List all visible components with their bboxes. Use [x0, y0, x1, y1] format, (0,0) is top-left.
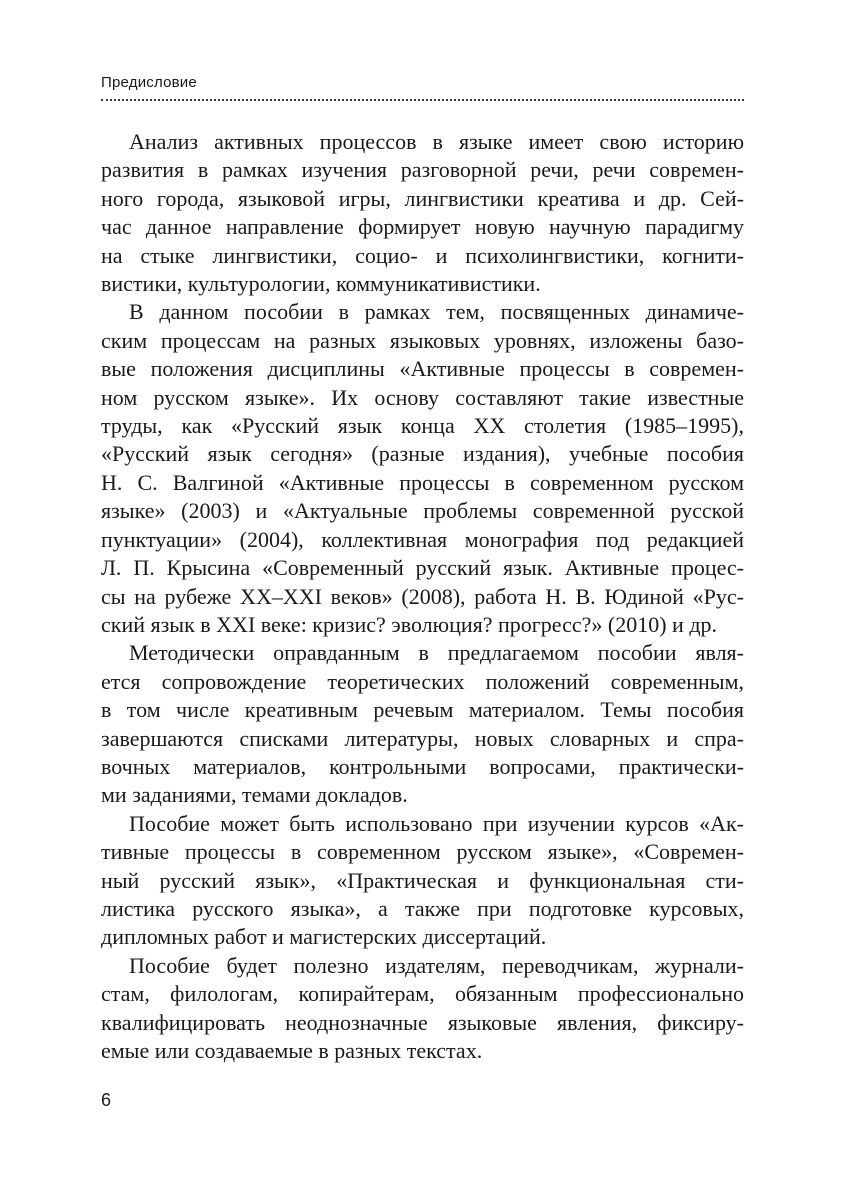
text-line: Пособие будет полезно издателям, переводчикам, журнали-	[129, 952, 744, 978]
text-line: стам, филологам, копирайтерам, обязанным профессионально	[101, 981, 744, 1007]
text-line: развития в рамках изучения разговорной речи, речи современ-	[101, 157, 744, 183]
text-line: листика русского языка», а также при подготовке курсовых,	[101, 895, 744, 921]
text-line: Н. С. Валгиной «Активные процессы в современном русском	[101, 469, 744, 495]
text-line: вые положения дисциплины «Активные процессы в современ-	[101, 356, 744, 382]
text-line: ется сопровождение теоретических положений современным,	[101, 668, 744, 694]
text-line: пунктуации» (2004), коллективная монография под редакцией	[101, 526, 744, 552]
text-line: ский язык в XXI веке: кризис? эволюция? прогресс?» (2010) и др.	[101, 611, 718, 637]
text-line: завершаются списками литературы, новых словарных и спра-	[101, 725, 744, 751]
text-line: емые или создаваемые в разных текстах.	[101, 1038, 483, 1063]
text-line: тивные процессы в современном русском языке», «Современ-	[101, 839, 744, 865]
text-line: на стыке лингвистики, социо- и психолингвистики, когнити-	[101, 242, 744, 268]
text-line: ного города, языковой игры, лингвистики креатива и др. Сей-	[101, 185, 744, 211]
text-line: труды, как «Русский язык конца XX столетия (1985–1995),	[101, 413, 744, 439]
text-line: ским процессам на разных языковых уровнях, изложены базо-	[101, 327, 744, 353]
text-line: «Русский язык сегодня» (разные издания), учебные пособия	[101, 441, 744, 467]
header-dotted-rule	[101, 99, 744, 101]
text-line: квалифицировать неоднозначные языковые явления, фиксиру-	[101, 1009, 744, 1035]
text-line: языке» (2003) и «Актуальные проблемы современной русской	[101, 498, 744, 524]
text-line: вистики, культурологии, коммуникативистики.	[101, 271, 541, 297]
text-line: дипломных работ и магистерских диссертаций.	[101, 924, 547, 950]
text-line: час данное направление формирует новую научную парадигму	[101, 214, 744, 240]
text-line: Л. П. Крысина «Современный русский язык. Активные процес-	[101, 555, 744, 581]
text-line: ми заданиями, темами докладов.	[101, 782, 408, 808]
text-line: ном русском языке». Их основу составляют такие известные	[101, 384, 744, 410]
text-line: Методически оправданным в предлагаемом пособии явля-	[129, 640, 744, 666]
body-text	[101, 128, 744, 1065]
text-line: ный русский язык», «Практическая и функциональная сти-	[101, 867, 744, 893]
running-header-title: Предисловие	[101, 74, 197, 91]
text-line: в том числе креативным речевым материалом. Темы пособия	[101, 697, 744, 723]
text-line: вочных материалов, контрольными вопросами, практически-	[101, 753, 744, 779]
text-line: сы на рубеже XX–XXI веков» (2008), работа Н. В. Юдиной «Рус-	[101, 583, 744, 609]
text-line: Анализ активных процессов в языке имеет свою историю	[129, 129, 744, 154]
page-number: 6	[101, 1090, 112, 1110]
text-line: В данном пособии в рамках тем, посвященных динамиче-	[129, 299, 744, 325]
text-line: Пособие может быть использовано при изучении курсов «Ак-	[129, 810, 744, 836]
